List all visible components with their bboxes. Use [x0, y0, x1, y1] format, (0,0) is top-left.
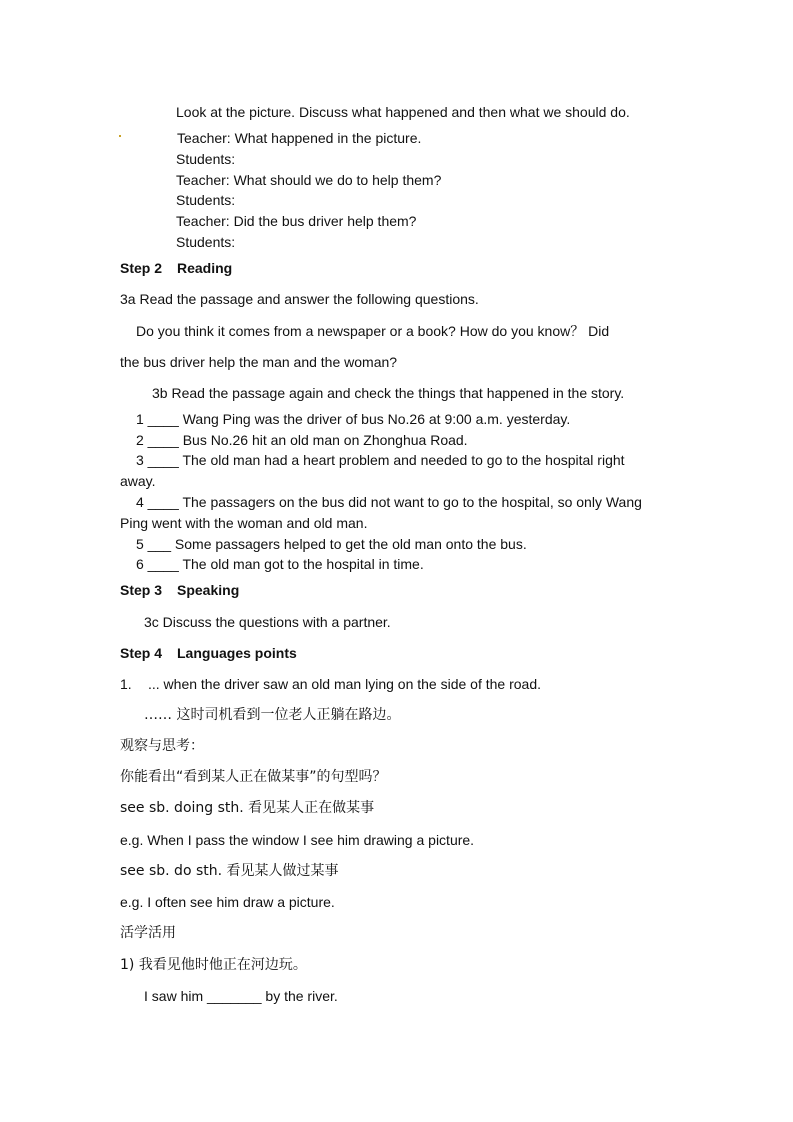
- check-item-continued: Ping went with the woman and old man.: [120, 515, 368, 531]
- dialogue-line: Teacher: What happened in the picture.: [177, 130, 422, 146]
- pattern-line: see sb. do sth. 看见某人做过某事: [120, 863, 339, 879]
- observe-heading: 观察与思考：: [120, 738, 204, 754]
- check-item: 2 ____ Bus No.26 hit an old man on Zhonghua Road.: [136, 432, 468, 448]
- practice-heading: 活学活用: [120, 925, 176, 941]
- question-3a: 3a Read the passage and answer the following questions.: [120, 291, 479, 307]
- intro-instruction: Look at the picture. Discuss what happened and then what we should do.: [176, 104, 630, 120]
- check-item: 5 ___ Some passagers helped to get the old man onto the bus.: [136, 536, 527, 552]
- check-item-continued: away.: [120, 473, 156, 489]
- point-translation: …… 这时司机看到一位老人正躺在路边。: [144, 707, 401, 723]
- dialogue-line: Students:: [176, 192, 236, 208]
- stray-dot-mark: [119, 135, 121, 137]
- observe-question: 你能看出“看到某人正在做某事”的句型吗？: [120, 769, 387, 785]
- step2-title: Reading: [177, 260, 233, 276]
- step3-label: Step 3: [120, 582, 163, 598]
- dialogue-line: Teacher: What should we do to help them?: [176, 172, 442, 188]
- question-3b: 3b Read the passage again and check the things that happened in the story.: [152, 385, 625, 401]
- point-sentence: ... when the driver saw an old man lying on the side of the road.: [148, 676, 542, 692]
- example-line: e.g. When I pass the window I see him drawing a picture.: [120, 832, 475, 848]
- step4-label: Step 4: [120, 645, 163, 661]
- dialogue-line: Students:: [176, 234, 236, 250]
- check-item: 4 ____ The passagers on the bus did not want to go to the hospital, so only Wang: [136, 494, 642, 510]
- question-3a-line1: Do you think it comes from a newspaper or a book? How do you know？ Did: [136, 323, 610, 339]
- point-number: 1.: [120, 676, 132, 692]
- step4-title: Languages points: [177, 645, 297, 661]
- step2-label: Step 2: [120, 260, 163, 276]
- check-item: 3 ____ The old man had a heart problem and needed to go to the hospital right: [136, 452, 625, 468]
- exercise-blank-sentence: I saw him _______ by the river.: [144, 988, 338, 1004]
- check-item: 1 ____ Wang Ping was the driver of bus No.26 at 9:00 a.m. yesterday.: [136, 411, 571, 427]
- question-3c: 3c Discuss the questions with a partner.: [144, 614, 391, 630]
- step3-title: Speaking: [177, 582, 240, 598]
- dialogue-line: Teacher: Did the bus driver help them?: [176, 213, 417, 229]
- example-line: e.g. I often see him draw a picture.: [120, 894, 335, 910]
- exercise-prompt: 1) 我看见他时他正在河边玩。: [120, 957, 307, 973]
- pattern-line: see sb. doing sth. 看见某人正在做某事: [120, 800, 375, 816]
- dialogue-line: Students:: [176, 151, 236, 167]
- check-item: 6 ____ The old man got to the hospital in time.: [136, 556, 424, 572]
- question-3a-line2: the bus driver help the man and the woman?: [120, 354, 398, 370]
